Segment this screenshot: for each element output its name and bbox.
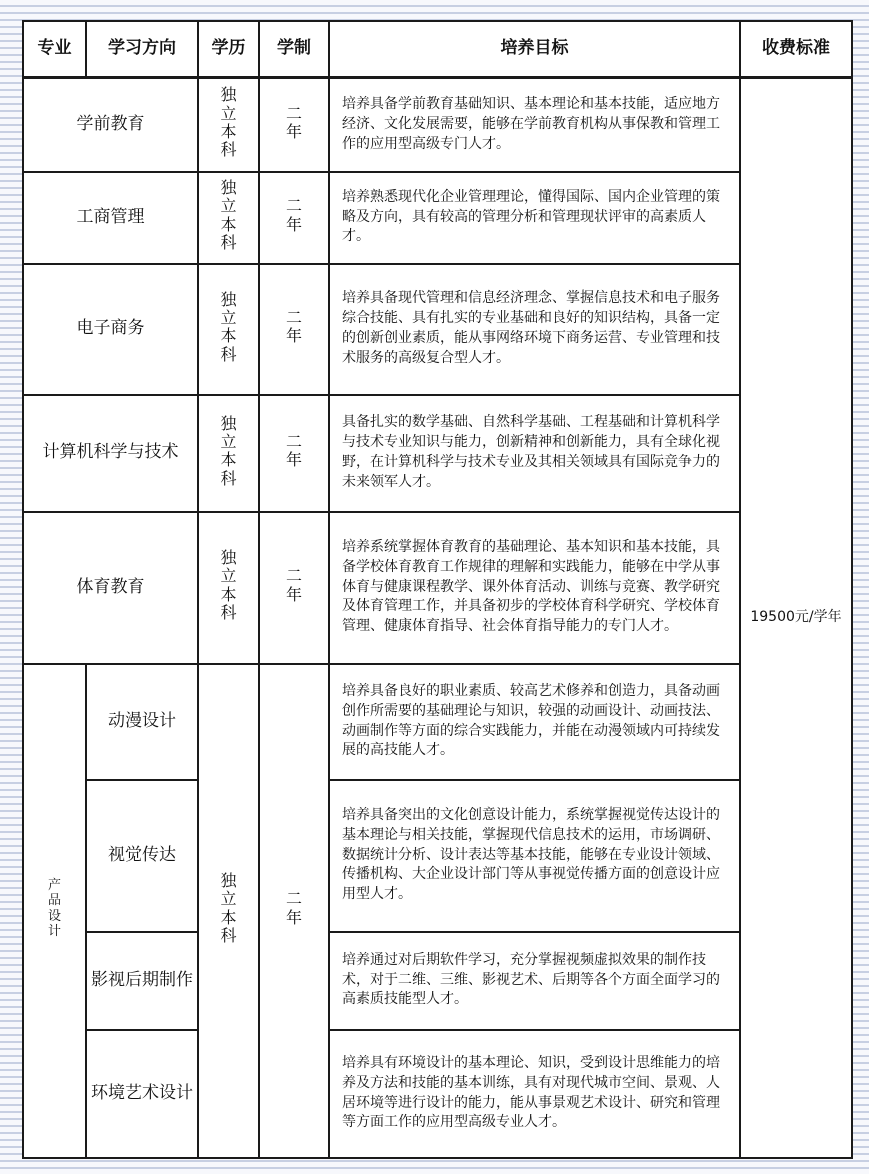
table-row [23, 395, 852, 512]
header-direction: 学习方向 [86, 21, 198, 78]
goal-text: 培养具备突出的文化创意设计能力，系统掌握视觉传达设计的基本理论与相关技能，掌握现代信息技术的运用，市场调研、数据统计分析、设计表达等基本技能，能够在专业设计领域、传播机构、大企业设计部门等从事视觉传播方面的创意设计应用型人才。 [329, 780, 740, 932]
major-name: 体育教育 [23, 512, 198, 664]
goal-text: 培养具备良好的职业素质、较高艺术修养和创造力，具备动画创作所需要的基础理论与知识，较强的动画设计、动画技法、动画制作等方面的综合实践能力，并能在动漫领域内可持续发展的高技能人才。 [329, 664, 740, 780]
education-text: 独立本科 [220, 85, 237, 160]
product-design-major-cell [23, 664, 86, 1158]
table-row [23, 512, 852, 664]
direction-name: 环境艺术设计 [86, 1030, 198, 1158]
major-name: 电子商务 [23, 264, 198, 395]
goal-text: 培养通过对后期软件学习，充分掌握视频虚拟效果的制作技术，对于二维、三维、影视艺术、后期等各个方面全面学习的高素质技能型人才。 [329, 932, 740, 1030]
major-name: 工商管理 [23, 172, 198, 264]
duration-cell [259, 395, 329, 512]
duration-text: 二年 [285, 431, 302, 470]
education-cell [198, 512, 259, 664]
duration-text: 二年 [285, 196, 302, 234]
education-cell [198, 78, 259, 172]
goal-text: 培养具有环境设计的基本理论、知识，受到设计思维能力的培养及方法和技能的基本训练，具有对现代城市空间、景观、人居环境等进行设计的能力，能从事景观艺术设计、研究和管理等方面工作的应用型高级专业人才。 [329, 1030, 740, 1158]
product-design-major: 产品设计 [48, 877, 62, 940]
header-duration: 学制 [259, 21, 329, 78]
direction-name: 影视后期制作 [86, 932, 198, 1030]
goal-text: 培养系统掌握体育教育的基础理论、基本知识和基本技能，具备学校体育教育工作规律的理解和实践能力，能够在中学从事体育与健康课程教学、课外体育活动、训练与竞赛、教学研究及体育管理工作，并具备初步的学校体育科学研究、学校体育管理、健康体育指导、社会体育指导能力的专门人才。 [329, 512, 740, 664]
major-name: 计算机科学与技术 [23, 395, 198, 512]
education-cell [198, 172, 259, 264]
education-text: 独立本科 [220, 548, 237, 623]
table-header-row [23, 21, 852, 78]
duration-cell [259, 264, 329, 395]
direction-name: 视觉传达 [86, 780, 198, 932]
table-row [23, 264, 852, 395]
fee-value: 19500元/学年 [740, 78, 852, 1158]
duration-cell [259, 78, 329, 172]
header-fee: 收费标准 [740, 21, 852, 78]
education-text: 独立本科 [220, 289, 237, 364]
header-goal: 培养目标 [329, 21, 740, 78]
goal-text: 培养熟悉现代化企业管理理论，懂得国际、国内企业管理的策略及方向，具有较高的管理分析和管理现状评审的高素质人才。 [329, 172, 740, 264]
duration-cell [259, 172, 329, 264]
program-table [22, 20, 853, 1159]
education-text: 独立本科 [220, 871, 237, 946]
duration-text: 二年 [285, 103, 302, 142]
education-text: 独立本科 [220, 178, 237, 253]
education-text: 独立本科 [220, 413, 237, 488]
table-row [23, 932, 852, 1030]
table-row [23, 172, 852, 264]
header-education: 学历 [198, 21, 259, 78]
table-row [23, 780, 852, 932]
duration-text: 二年 [285, 566, 302, 604]
education-cell [198, 664, 259, 1158]
header-major: 专业 [23, 21, 86, 78]
duration-cell [259, 664, 329, 1158]
table-row [23, 664, 852, 780]
direction-name: 动漫设计 [86, 664, 198, 780]
education-cell [198, 264, 259, 395]
goal-text: 培养具备学前教育基础知识、基本理论和基本技能，适应地方经济、文化发展需要，能够在学前教育机构从事保教和管理工作的应用型高级专门人才。 [329, 78, 740, 172]
education-cell [198, 395, 259, 512]
table-row [23, 1030, 852, 1158]
duration-text: 二年 [285, 307, 302, 346]
table-row [23, 78, 852, 172]
goal-text: 具备扎实的数学基础、自然科学基础、工程基础和计算机科学与技术专业知识与能力，创新精神和创新能力，具有全球化视野，在计算机科学与技术专业及其相关领域具有国际竞争力的未来领军人才。 [329, 395, 740, 512]
goal-text: 培养具备现代管理和信息经济理念、掌握信息技术和电子服务综合技能、具有扎实的专业基础和良好的知识结构，具备一定的创新创业素质，能从事网络环境下商务运营、专业管理和技术服务的高级复合型人才。 [329, 264, 740, 395]
duration-cell [259, 512, 329, 664]
duration-text: 二年 [285, 889, 302, 927]
major-name: 学前教育 [23, 78, 198, 172]
